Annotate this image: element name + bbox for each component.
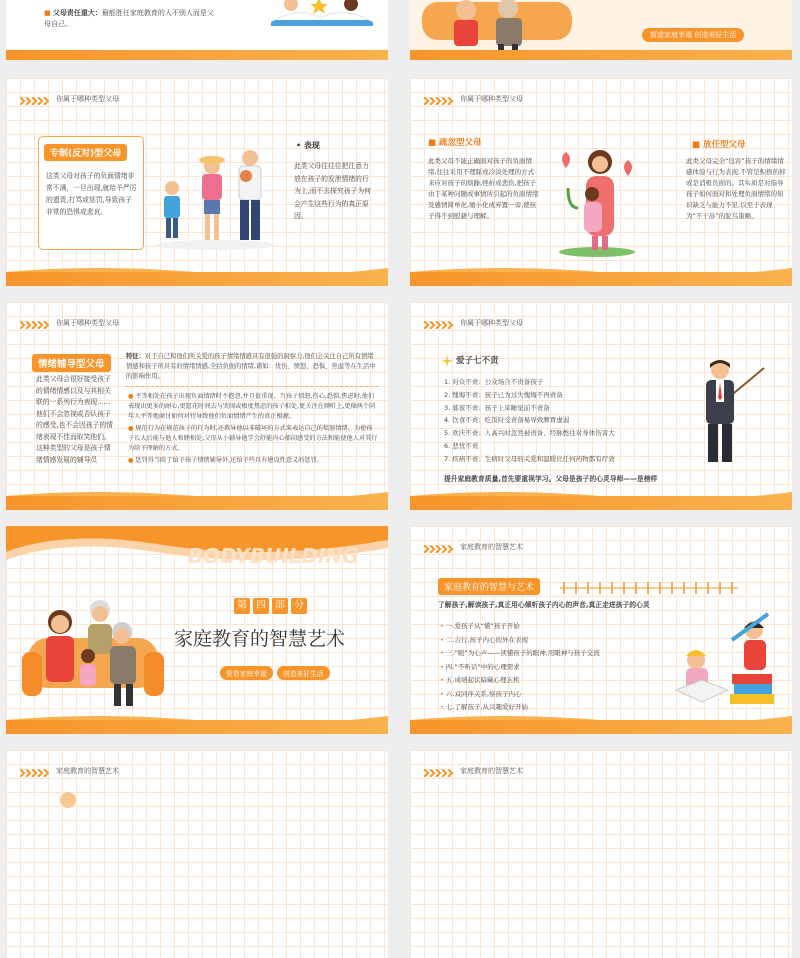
cover-title: 家庭教育的智慧艺术	[174, 628, 346, 650]
left-text: 此类父母会很好接受孩子的情绪情感以及与其相关联的一系列行为表现......他们不会忽视或否认孩子的感受,也不会因孩子的情绪表现不佳而取笑他们。这种类型的父母是孩子情绪情感发展的辅导员	[36, 375, 113, 464]
right-type-text: 此类父母完全“包容”孩子的情绪情感体验与行为表现,不管是积极的抑或是消极负面的。其实质是对指导孩子如何面对和处理负面情绪的知识缺乏与能力不足,以至于表现为“不干涉”的鸵鸟策略。	[686, 157, 786, 220]
list-item: 1. 对众不责：公众场合不责备孩子	[444, 378, 544, 386]
behavior-list	[128, 392, 378, 466]
feature-label: 特征：	[126, 353, 145, 360]
banner-pill: 营造家庭幸福 创造美好生活	[642, 28, 744, 42]
list-item: • 五.成绩起伏暗藏心理玄机	[440, 676, 520, 684]
list-item: • 一.爱孩子从“懂”孩子开始	[440, 622, 520, 630]
list-item: • 六.双同伴关系,察孩子内心	[440, 689, 522, 698]
responsibility-title: 父母责任重大：	[52, 9, 102, 17]
list-item: • 七.了解孩子,从兴趣爱好开始	[440, 703, 529, 711]
part-char: 四	[253, 598, 269, 614]
section-label: 你属于哪种类型父母	[460, 319, 523, 327]
family-sofa-illustration	[18, 592, 168, 712]
watermark-text: BODYBUILDING	[188, 544, 359, 568]
rules-list	[444, 376, 694, 466]
chevron-arrows-icon	[20, 769, 52, 777]
divider	[126, 386, 378, 387]
type-card-desc: 这类父母对孩子的负面情绪非常不满，一旦出现,就给予严厉的遗责,打骂或惩罚,导致孩子非常的恐惧或悲哀。	[46, 172, 137, 216]
slide-1[interactable]	[6, 0, 388, 60]
left-type-title: ■ 疏忽型父母	[428, 138, 482, 148]
sparkle-icon	[440, 354, 454, 368]
section-label: 你属于哪种类型父母	[56, 319, 119, 327]
slide-8[interactable]	[410, 526, 792, 734]
chevron-arrows-icon	[424, 769, 456, 777]
left-type-text: 此类父母不能正确面对孩子的负面情绪,往往采用不理睬或冷淡处理的方式来应对孩子的烦躁,挫折或悲伤,把孩子由于某种问题或事情所引起的负面情绪及感情简单化,缩小化或弃置一旁,使孩子得不到慰藉与理解。	[428, 157, 539, 220]
part-label	[234, 598, 307, 614]
list-item: 2. 愧悔不责：孩子已为过失愧悔不再责备	[444, 390, 563, 399]
section-label: 你属于哪种类型父母	[460, 95, 523, 103]
slide-10[interactable]	[410, 750, 792, 958]
chevron-arrows-icon	[20, 97, 52, 105]
footer-note: 提升家庭教育质量,首先要重视学习。父母是孩子的心灵导师——是榜样	[444, 475, 658, 483]
list-item: 4. 饮食不责：吃饭时受责备易导致脾胃虚弱	[444, 416, 570, 425]
lead-text: 了解孩子,解读孩子,真正用心倾听孩子内心的声音,真正走进孩子的心灵	[438, 601, 650, 609]
list-item: ● 规范行为在规范孩子的行为时,还教导他以非破坏的方式来表达自己的愤怒情绪。为使孩子长大后能与他人和睦相处,父母从小辅导他学会舒能内心郁闷感受的方法和能使他人对其行为给予理解的方式。	[128, 425, 378, 452]
list-item: ● 惩罚得当除了给予孩子情绪辅导外,还给予些具有建设性意义的惩罚。	[128, 457, 323, 464]
kids-reading-illustration	[261, 0, 381, 27]
section-label: 家庭教育的智慧艺术	[56, 767, 119, 775]
slide-3[interactable]	[6, 78, 388, 286]
right-type-title: ■ 放任型父母	[692, 140, 746, 150]
slide-7[interactable]	[6, 526, 388, 734]
type-card-title: 专制(反对)型父母	[44, 144, 127, 161]
section-label: 你属于哪种类型父母	[56, 95, 119, 103]
slide-2[interactable]	[410, 0, 792, 60]
cover-pills	[220, 666, 330, 680]
part-char: 分	[291, 598, 307, 614]
slide-9[interactable]	[6, 750, 388, 958]
slide-4[interactable]	[410, 78, 792, 286]
part-char: 部	[272, 598, 288, 614]
list-item: 5. 欢庆不责：人高兴时忽然被责备，经脉憋住对身体伤害大	[444, 429, 615, 438]
list-item: • 四.“不听话”中的心理需求	[440, 662, 520, 671]
type-title: 情绪辅导型父母	[32, 354, 111, 372]
chevron-arrows-icon	[424, 321, 456, 329]
side-title: • 表现	[296, 141, 320, 150]
wisdom-tag: 家庭教育的智慧与艺术	[438, 578, 540, 595]
list-item: • 二.吉行,孩子内心的外在表现	[440, 635, 529, 644]
feature-text: 特征：对于自己和他们所关爱的孩子情绪情感具有很强的洞察力,他们会关注自己所有情绪情感和孩子所具有的情绪情感,全括负面的情绪,诸如：忧伤、愤怒、恐惧、焦虑等在生活中的影响作用。	[126, 353, 376, 380]
list-item: ● 平等相处在孩子出现负面情绪时不抱怨,并且很重视。当孩子愤怒,伤心,恐惧,焦虑时,他们表现出更多的耐心,更愿花时间去与哭闹或极度焦虑的孩子相处,更关注在倾听上,更像两个同年人平等地商讨如何对待导致他们负面情绪产生的真正根源。	[128, 393, 376, 420]
ruler-decoration	[560, 582, 738, 594]
mother-hug-illustration	[552, 138, 642, 258]
family-walking-illustration	[146, 140, 281, 250]
responsibility-text: ■ 父母责任重大：最能胜任家庭教育的人不别人而是父母自己。	[44, 9, 214, 28]
teacher-illustration	[688, 358, 768, 468]
kids-books-illustration	[672, 610, 782, 710]
list-item: 6. 悲忧不责	[444, 441, 479, 450]
list-item: 7. 疾病不责：生病时父母的关爱和温暖比任何药物都有疗效	[444, 454, 615, 463]
section-label: 家庭教育的智慧艺术	[460, 767, 523, 775]
part-char: 第	[234, 598, 250, 614]
list-item: 3. 暮夜不责：孩子上床睡觉前不责备	[444, 403, 550, 412]
family-sofa-illustration	[418, 0, 588, 52]
chevron-arrows-icon	[20, 321, 52, 329]
cover-pill: 创造美好生活	[277, 666, 330, 680]
slide-6[interactable]	[410, 302, 792, 510]
orange-circle	[60, 792, 76, 808]
chevron-arrows-icon	[424, 97, 456, 105]
side-text: 此类父母往往往把注意力放在孩子的发泄情绪的行为上,而不去探究孩子为何会产生这些行为的真正原因。	[294, 162, 371, 220]
wisdom-list	[440, 620, 680, 715]
section-label: 家庭教育的智慧艺术	[460, 543, 523, 551]
chevron-arrows-icon	[424, 545, 456, 553]
cover-pill: 营造家庭幸福	[220, 666, 273, 680]
list-item: • 三.“眼”为心声——读懂孩子的眼神,用眼神与孩子交流	[440, 649, 600, 657]
slide-5[interactable]	[6, 302, 388, 510]
rules-title: 爱子七不责	[456, 356, 499, 366]
